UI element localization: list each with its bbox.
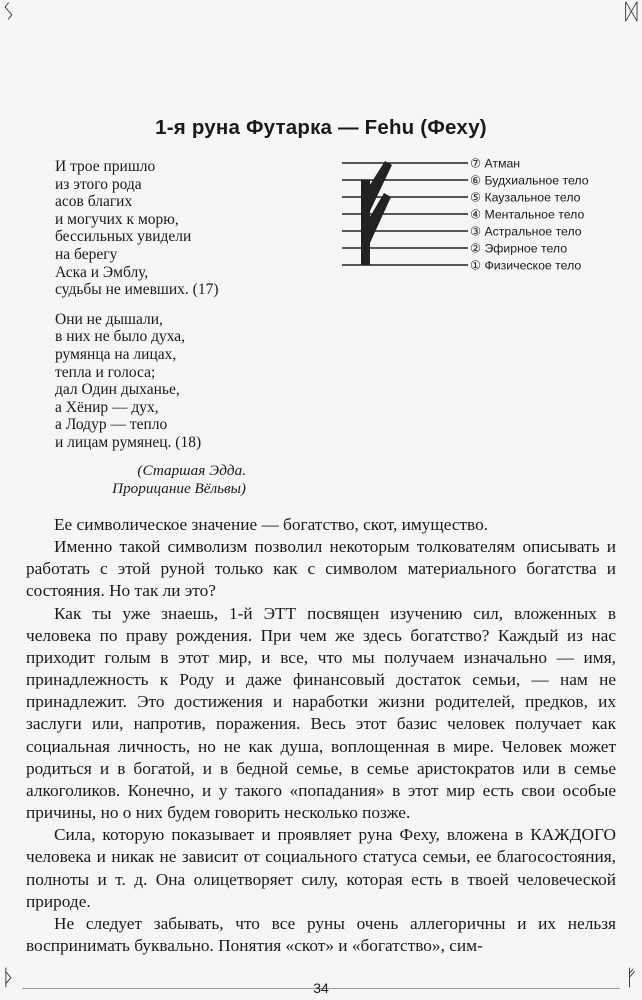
poem-line: а Лодур — тепло [55, 416, 168, 434]
poem-stanza-2 [55, 311, 218, 452]
poem-source-line: Прорицание Вёльвы) [112, 480, 246, 497]
poem-line: дал Один дыханье, [55, 381, 180, 399]
level-label-4: ④ Ментальное тело [470, 207, 585, 222]
level-label-6: ⑥ Будхиальное тело [470, 173, 589, 188]
poem-line: И трое пришло [55, 158, 156, 175]
rune-levels-diagram [340, 155, 630, 273]
level-label-3: ③ Астральное тело [470, 224, 582, 239]
level-label-2: ② Эфирное тело [470, 241, 568, 256]
poem-source [96, 462, 246, 498]
poem-line: и могучих к морю, [55, 210, 179, 228]
poem-line: Они не дышали, [55, 310, 163, 328]
level-lines [342, 163, 468, 265]
body-text [26, 514, 616, 957]
paragraph: Сила, которую показывает и проявляет руна Феху, вложена в КАЖДОГО человека и никак не зависит от социального статуса семьи, ее благосостояния, полноты и т. д. Она олицетворяет силу, которая есть в твоей человеческой природе. [26, 825, 616, 911]
poem-line: асов благих [55, 193, 133, 211]
poem [55, 158, 218, 464]
page-title: 1-я руна Футарка — Fehu (Феху) [155, 116, 487, 139]
corner-rune-bottom-right: ᚠ [624, 966, 638, 991]
level-label-5: ⑤ Каузальное тело [470, 190, 581, 205]
fehu-rune-icon [361, 161, 392, 265]
paragraph: Как ты уже знаешь, 1-й ЭТТ посвящен изучению сил, вложенных в человека по праву рождения. При чем же здесь богатство? Каждый из нас приходит голым в этот мир, и все, что мы получаем изначально — имя, принадлежность к Роду и даже финансовый достаток семьи, — нам не принадлежит. Это достижения и наработки жизни родителей, предков, их заслуги или, напротив, поражения. Весь этот базис человек получает как социальная личность, но не как душа, воплощенная в мире. Человек может родиться и в богатой, и в бедной семье, в семье аристократов или в семье алкоголиков. Конечно, и у такого «попадания» в этот мир есть свои особые причины, но о них будем говорить несколько позже. [26, 603, 616, 823]
poem-line: на берегу [55, 245, 118, 263]
poem-line: и лицам румянец. (18) [55, 433, 202, 451]
corner-rune-top-left: ᛊ [2, 0, 16, 25]
poem-line: в них не было духа, [55, 328, 186, 346]
poem-line: а Хёнир — дух, [55, 398, 159, 416]
paragraph: Ее символическое значение — богатство, скот, имущество. [54, 515, 489, 534]
level-label-7: ⑦ Атман [470, 156, 521, 171]
corner-rune-bottom-left: ᚦ [2, 966, 16, 991]
paragraph: Не следует забывать, что все руны очень аллегоричны и их нельзя воспринимать буквально. Понятия «скот» и «богатство», сим- [26, 913, 616, 955]
poem-line: Аска и Эмблу, [55, 263, 149, 281]
poem-line: румянца на лицах, [55, 345, 177, 363]
page-number: 34 [313, 980, 329, 996]
poem-line: бессильных увидели [55, 228, 192, 246]
paragraph: Именно такой символизм позволил некоторым толкователям описывать и работать с этой руной только как с символом материального богатства и состояния. Но так ли это? [26, 537, 616, 601]
corner-rune-top-right: ᛞ [624, 0, 638, 25]
poem-line: из этого рода [55, 175, 142, 193]
poem-line: судьбы не имевших. (17) [55, 281, 219, 299]
poem-stanza-1 [55, 158, 218, 299]
level-label-1: ① Физическое тело [470, 258, 582, 273]
poem-source-line: (Старшая Эдда. [137, 462, 246, 479]
poem-line: тепла и голоса; [55, 363, 156, 381]
